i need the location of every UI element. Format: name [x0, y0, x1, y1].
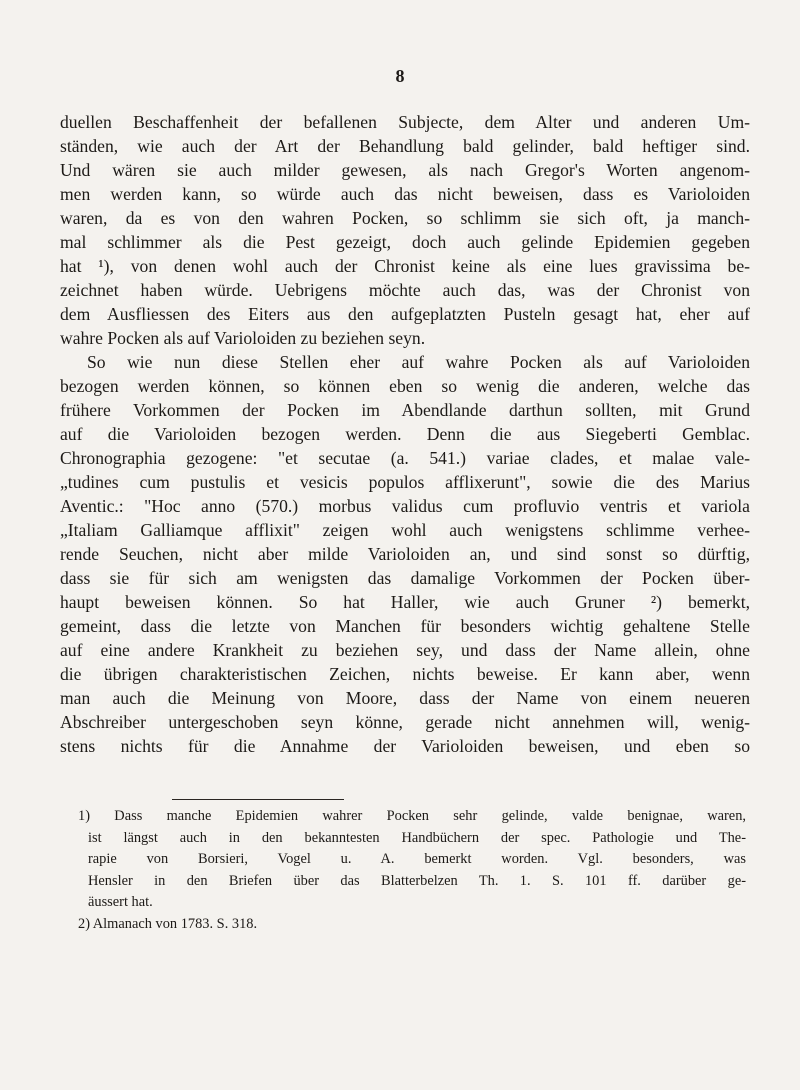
page-number: 8 [395, 66, 405, 86]
footnote-line: 2) Almanach von 1783. S. 318. [78, 915, 258, 932]
footnote-line: Hensler in den Briefen über das Blatterbelzen Th. 1. S. 101 ff. darüber ge- [88, 872, 746, 889]
text-line: haupt beweisen können. So hat Haller, wie auch Gruner ²) bemerkt, [60, 592, 750, 612]
text-line: bezogen werden können, so können eben so wenig die anderen, welche das [60, 376, 750, 396]
text-line: duellen Beschaffenheit der befallenen Subjecte, dem Alter und anderen Um- [60, 112, 750, 132]
text-line: Chronographia gezogene: "et secutae (a. 541.) variae clades, et malae vale- [60, 448, 750, 468]
text-line: stens nichts für die Annahme der Varioloiden beweisen, und eben so [60, 736, 750, 756]
text-line: die übrigen charakteristischen Zeichen, nichts beweise. Er kann aber, wenn [60, 664, 750, 684]
text-line: frühere Vorkommen der Pocken im Abendlande darthun sollten, mit Grund [60, 400, 750, 420]
text-line: auf die Varioloiden bezogen werden. Denn die aus Siegeberti Gemblac. [60, 424, 750, 444]
text-line: Und wären sie auch milder gewesen, als nach Gregor's Worten angenom- [60, 160, 750, 180]
text-line: waren, da es von den wahren Pocken, so schlimm sie sich oft, ja manch- [60, 208, 750, 228]
text-line: So wie nun diese Stellen eher auf wahre Pocken als auf Varioloiden [87, 352, 750, 372]
text-line: mal schlimmer als die Pest gezeigt, doch auch gelinde Epidemien gegeben [60, 232, 750, 252]
text-line: ständen, wie auch der Art der Behandlung bald gelinder, bald heftiger sind. [60, 136, 750, 156]
text-line: „Italiam Galliamque afflixit" zeigen wohl auch wenigstens schlimme verhee- [60, 520, 750, 540]
footnote-line: 1) Dass manche Epidemien wahrer Pocken sehr gelinde, valde benignae, waren, [78, 808, 746, 824]
text-line: man auch die Meinung von Moore, dass der Name von einem neueren [60, 688, 750, 708]
footnote-line: äussert hat. [88, 894, 153, 910]
text-line: rende Seuchen, nicht aber milde Varioloiden an, und sind sonst so dürftig, [60, 544, 750, 564]
text-line: dass sie für sich am wenigsten das damalige Vorkommen der Pocken über- [60, 568, 750, 588]
text-line: hat ¹), von denen wohl auch der Chronist keine als eine lues gravissima be- [60, 256, 750, 276]
main-text [60, 110, 750, 758]
text-line: gemeint, dass die letzte von Manchen für besonders wichtig gehaltene Stelle [60, 616, 750, 636]
text-line: auf eine andere Krankheit zu beziehen sey, und dass der Name allein, ohne [60, 640, 750, 660]
footnotes [78, 806, 746, 935]
footnote-divider [172, 799, 344, 800]
text-line: men werden kann, so würde auch das nicht beweisen, dass es Varioloiden [60, 184, 750, 204]
text-line: wahre Pocken als auf Varioloiden zu beziehen seyn. [60, 328, 426, 348]
text-line: Aventic.: "Hoc anno (570.) morbus validus cum profluvio ventris et variola [60, 496, 750, 516]
text-line: dem Ausfliessen des Eiters aus den aufgeplatzten Pusteln gesagt hat, eher auf [60, 304, 750, 324]
footnote-line: ist längst auch in den bekanntesten Handbüchern der spec. Pathologie und The- [88, 829, 746, 846]
footnote-line: rapie von Borsieri, Vogel u. A. bemerkt worden. Vgl. besonders, was [88, 851, 746, 867]
text-line: Abschreiber untergeschoben seyn könne, gerade nicht annehmen will, wenig- [60, 712, 750, 732]
text-line: zeichnet haben würde. Uebrigens möchte auch das, was der Chronist von [60, 280, 750, 300]
text-line: „tudines cum pustulis et vesicis populos afflixerunt", sowie die des Marius [60, 472, 750, 492]
